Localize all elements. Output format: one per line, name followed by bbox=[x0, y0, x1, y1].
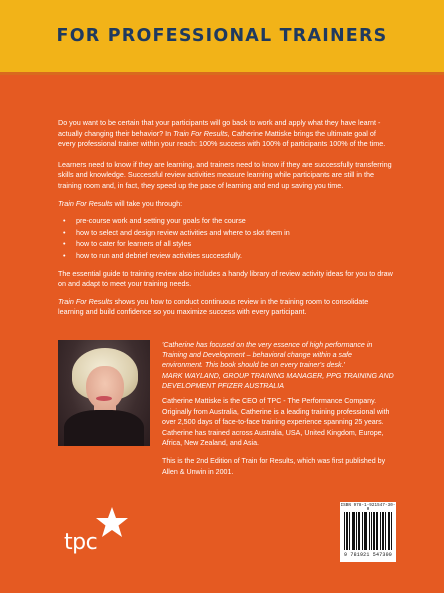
library-paragraph: The essential guide to training review also includes a handy library of review activity ideas for you to draw on and adapt to meet your training needs. bbox=[58, 268, 393, 289]
title-banner bbox=[0, 0, 444, 75]
banner-title: FOR PROFESSIONAL TRAINERS bbox=[56, 26, 388, 46]
take-you-through: Train For Results will take you through: bbox=[58, 198, 183, 208]
endorsement-quote bbox=[162, 340, 394, 391]
barcode-bars bbox=[344, 512, 392, 550]
star-icon bbox=[94, 506, 130, 540]
logo-text: tpc bbox=[64, 530, 98, 555]
author-photo bbox=[58, 340, 150, 446]
list-item: • pre-course work and setting your goals for the course bbox=[76, 216, 394, 227]
intro-paragraph: Do you want to be certain that your participants will go back to work and apply what they have learnt - actually changing their behavior? In Train For Results, Catherine Mattiske brings the ultimate goal of every professional trainer within your reach: 100% success with 100% of participants 100% of the time. bbox=[58, 118, 386, 149]
tpc-logo bbox=[64, 506, 136, 562]
book-title-inline: Train For Results bbox=[173, 128, 228, 138]
isbn-barcode bbox=[340, 502, 396, 562]
list-item: • how to run and debrief review activities successfully. bbox=[76, 251, 394, 262]
book-title-inline: Train For Results bbox=[58, 198, 113, 208]
learning-paragraph: Learners need to know if they are learning, and trainers need to know if they are successfully transferring skills and knowledge. Successful review activities measure learning while participants are still in the training room and, in fact, they speed up the pace of learning and end up saving you time. bbox=[58, 159, 392, 190]
author-bio bbox=[162, 396, 394, 484]
book-title-inline: Train For Results bbox=[58, 296, 113, 306]
isbn-label: ISBN 978-1-921547-30-0 bbox=[340, 504, 396, 512]
back-cover-blurb bbox=[58, 118, 394, 325]
quote-text: 'Catherine has focused on the very essence of high performance in Training and Development – behavioral change within a safe environment. This book should be on every trainer's desk.' bbox=[162, 341, 373, 370]
topic-list bbox=[58, 216, 394, 261]
barcode-number: 9 781921 547300 bbox=[343, 552, 392, 558]
list-item: • how to cater for learners of all styles bbox=[76, 239, 394, 250]
bio-paragraph: Catherine Mattiske is the CEO of TPC - The Performance Company. Originally from Australia, Catherine is a leading training professional with over 2,500 days of face-to-face training experience spanning 25 years. Catherine has trained across Australia, USA, United Kingdom, Europe, Africa, New Zealand, and Asia. bbox=[162, 397, 390, 448]
list-item: • how to select and design review activities and where to slot them in bbox=[76, 228, 394, 239]
quote-attribution: MARK WAYLAND, GROUP TRAINING MANAGER, PPG TRAINING AND DEVELOPMENT PFIZER AUSTRALIA bbox=[162, 371, 394, 390]
continuous-review-paragraph: Train For Results shows you how to conduct continuous review in the training room to consolidate learning and build confidence so you maximize success with every participant. bbox=[58, 296, 369, 317]
edition-note: This is the 2nd Edition of Train for Results, which was first published by Allen & Unwin in 2001. bbox=[162, 456, 386, 476]
